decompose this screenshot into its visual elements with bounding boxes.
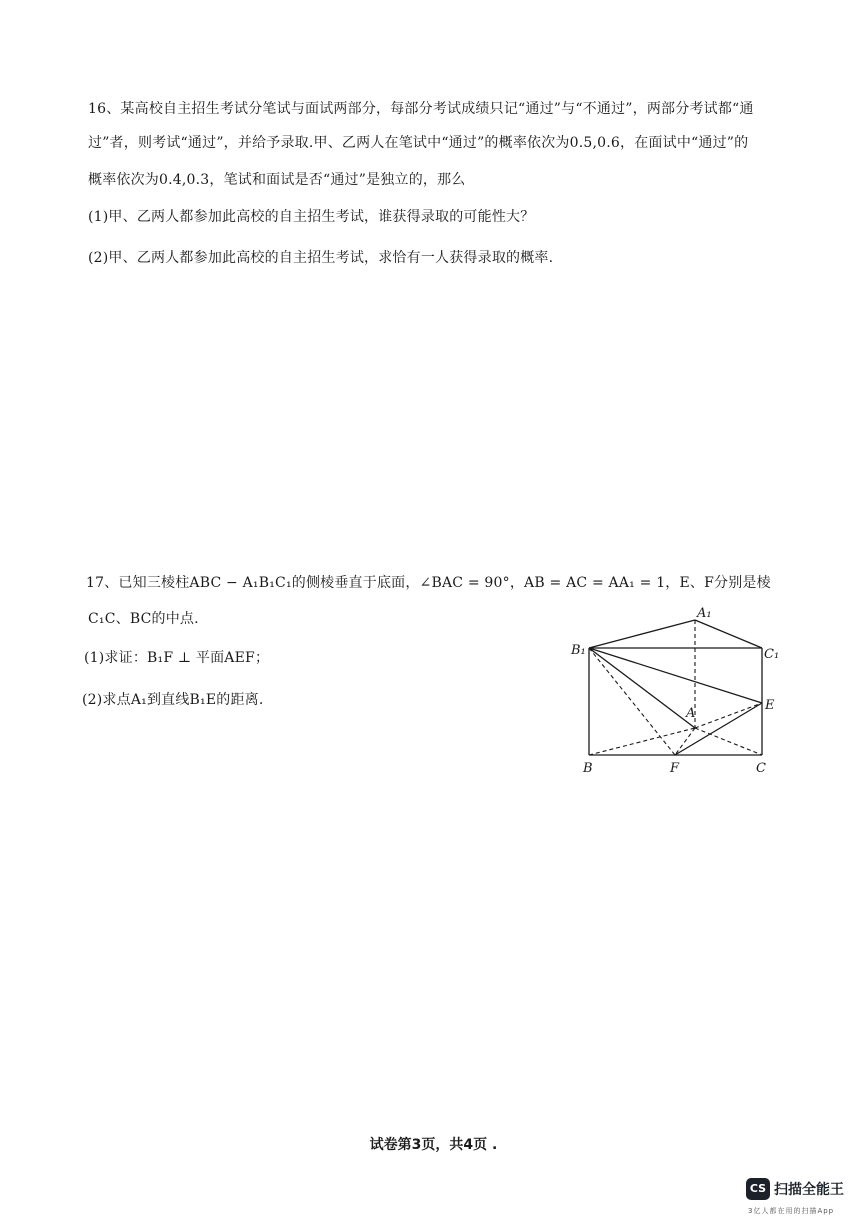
label-f: F bbox=[670, 761, 680, 776]
q17-part-2: (2)求点A₁到直线B₁E的距离. bbox=[82, 692, 264, 708]
edge-a1-c1 bbox=[695, 620, 762, 648]
segment-b1-a bbox=[589, 648, 695, 728]
segment-a-e-hidden bbox=[695, 703, 762, 728]
prism-diagram bbox=[565, 600, 795, 790]
label-c: C bbox=[756, 761, 766, 776]
prism-figure bbox=[565, 600, 795, 790]
label-a1: A₁ bbox=[697, 606, 712, 621]
edge-b1-a1 bbox=[589, 620, 695, 648]
watermark-title: 扫描全能王 bbox=[774, 1182, 844, 1198]
q17-stem-line-2: C₁C、BC的中点. bbox=[88, 611, 199, 627]
segment-b1-f-hidden bbox=[589, 648, 675, 755]
scanner-watermark bbox=[746, 1178, 864, 1222]
q16-stem-line-3: 概率依次为0.4,0.3，笔试和面试是否“通过”是独立的，那么 bbox=[88, 172, 466, 188]
camscanner-logo-icon: CS bbox=[746, 1178, 770, 1200]
page-footer: 试卷第3页，共4页 . bbox=[369, 1137, 498, 1153]
q16-part-1: (1)甲、乙两人都参加此高校的自主招生考试，谁获得录取的可能性大？ bbox=[88, 209, 535, 225]
watermark-subtitle: 3亿人都在用的扫描App bbox=[748, 1207, 835, 1215]
label-a: A bbox=[686, 706, 696, 721]
q16-part-2: (2)甲、乙两人都参加此高校的自主招生考试，求恰有一人获得录取的概率. bbox=[88, 250, 554, 266]
label-c1: C₁ bbox=[764, 647, 780, 662]
label-b: B bbox=[583, 761, 593, 776]
q16-stem-line-1: 16、某高校自主招生考试分笔试与面试两部分，每部分考试成绩只记“通过”与“不通过”，两部分考试都“通 bbox=[88, 101, 754, 117]
edge-b-a-hidden bbox=[589, 728, 695, 755]
segment-b1-e bbox=[589, 648, 762, 703]
label-b1: B₁ bbox=[571, 643, 586, 658]
edge-a-c-hidden bbox=[695, 728, 762, 755]
label-e: E bbox=[765, 698, 775, 713]
q17-part-1: (1)求证：B₁F ⊥ 平面AEF； bbox=[84, 650, 270, 666]
q16-stem-line-2: 过”者，则考试“通过”，并给予录取.甲、乙两人在笔试中“通过”的概率依次为0.5,0.6，在面试中“通过”的 bbox=[88, 135, 749, 151]
q17-stem-line-1: 17、已知三棱柱ABC − A₁B₁C₁的侧棱垂直于底面，∠BAC = 90°，AB = AC = AA₁ = 1，E、F分别是棱 bbox=[86, 575, 771, 591]
